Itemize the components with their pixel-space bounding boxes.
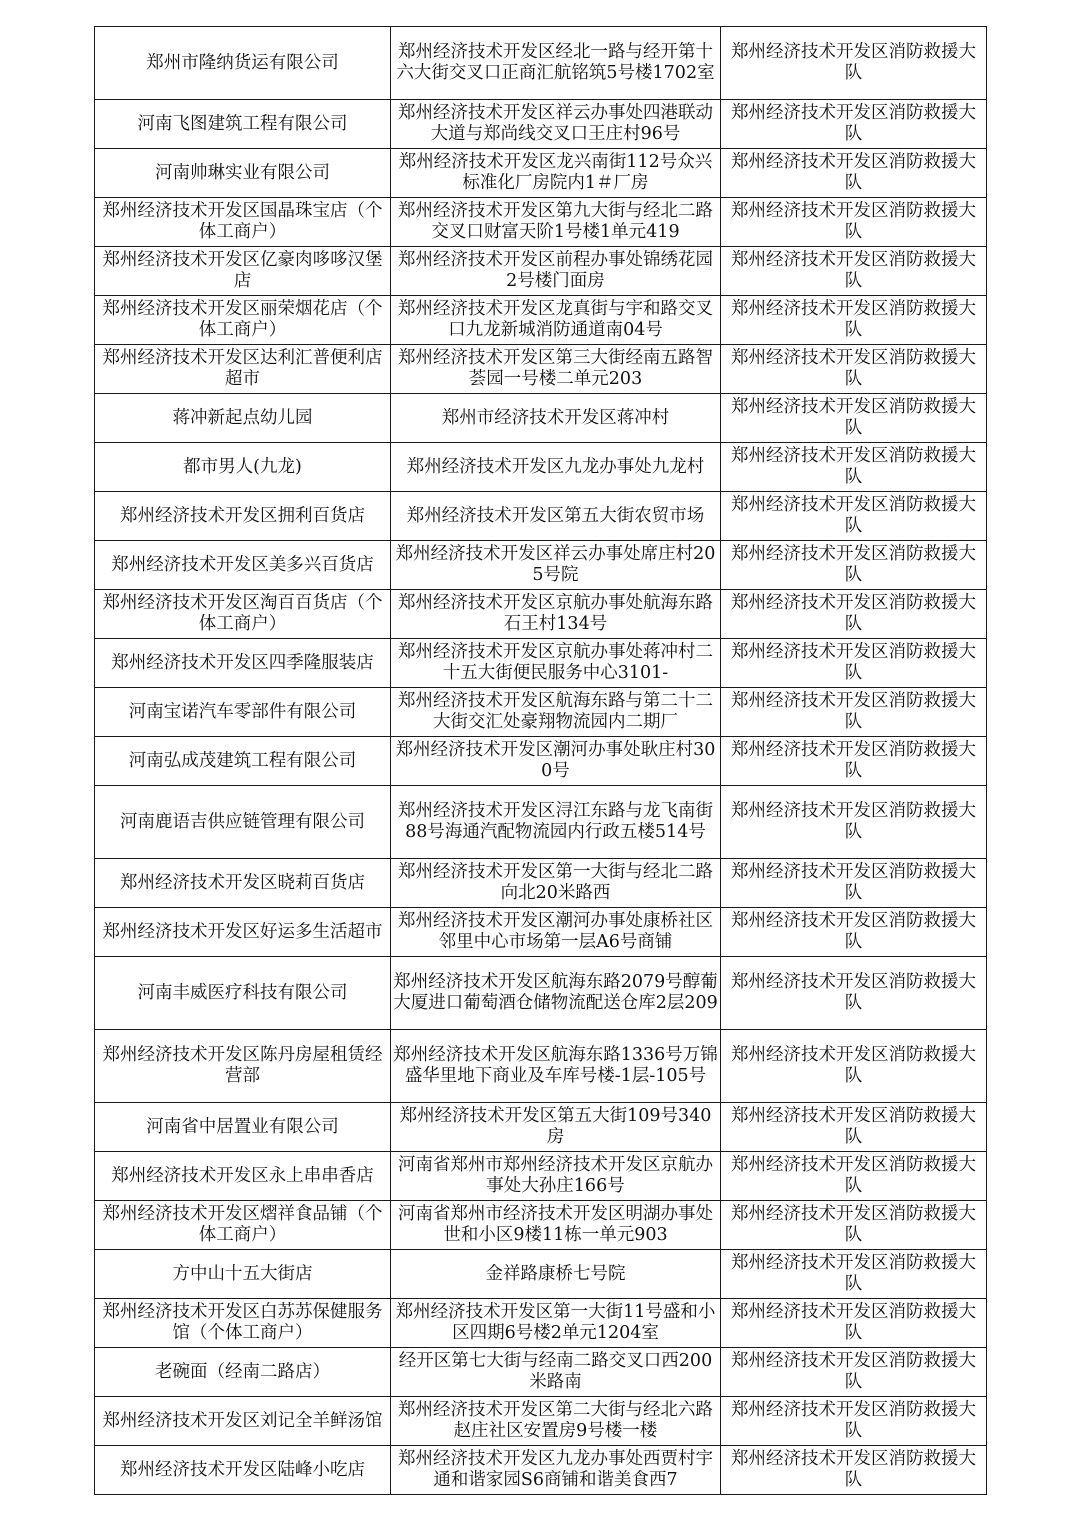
address-cell: 郑州经济技术开发区第五大街109号340房 bbox=[391, 1103, 721, 1152]
supervising-unit-cell: 郑州经济技术开发区消防救援大队 bbox=[721, 541, 987, 590]
table-row bbox=[95, 737, 987, 786]
table-row bbox=[95, 149, 987, 198]
supervising-unit-cell: 郑州经济技术开发区消防救援大队 bbox=[721, 27, 987, 100]
company-name-cell: 郑州经济技术开发区熠祥食品铺（个体工商户） bbox=[95, 1201, 391, 1250]
supervising-unit-cell: 郑州经济技术开发区消防救援大队 bbox=[721, 957, 987, 1030]
supervising-unit-cell: 郑州经济技术开发区消防救援大队 bbox=[721, 1348, 987, 1397]
company-name-cell: 郑州经济技术开发区刘记全羊鲜汤馆 bbox=[95, 1397, 391, 1446]
company-name-cell: 郑州经济技术开发区达利汇普便利店超市 bbox=[95, 345, 391, 394]
table-row bbox=[95, 198, 987, 247]
supervising-unit-cell: 郑州经济技术开发区消防救援大队 bbox=[721, 786, 987, 859]
company-name-cell: 郑州经济技术开发区永上串串香店 bbox=[95, 1152, 391, 1201]
address-cell: 郑州经济技术开发区航海东路1336号万锦盛华里地下商业及车库号楼-1层-105号 bbox=[391, 1030, 721, 1103]
table-row bbox=[95, 859, 987, 908]
company-name-cell: 郑州经济技术开发区丽荣烟花店（个体工商户） bbox=[95, 296, 391, 345]
supervising-unit-cell: 郑州经济技术开发区消防救援大队 bbox=[721, 859, 987, 908]
table-row bbox=[95, 345, 987, 394]
table-row bbox=[95, 443, 987, 492]
address-cell: 郑州经济技术开发区前程办事处锦绣花园2号楼门面房 bbox=[391, 247, 721, 296]
table-row bbox=[95, 957, 987, 1030]
table-row bbox=[95, 492, 987, 541]
table-row bbox=[95, 1201, 987, 1250]
company-name-cell: 河南宝诺汽车零部件有限公司 bbox=[95, 688, 391, 737]
supervising-unit-cell: 郑州经济技术开发区消防救援大队 bbox=[721, 639, 987, 688]
table-row bbox=[95, 100, 987, 149]
address-cell: 河南省郑州市经济技术开发区明湖办事处世和小区9楼11栋一单元903 bbox=[391, 1201, 721, 1250]
address-cell: 郑州经济技术开发区第五大街农贸市场 bbox=[391, 492, 721, 541]
supervising-unit-cell: 郑州经济技术开发区消防救援大队 bbox=[721, 247, 987, 296]
supervising-unit-cell: 郑州经济技术开发区消防救援大队 bbox=[721, 737, 987, 786]
supervising-unit-cell: 郑州经济技术开发区消防救援大队 bbox=[721, 908, 987, 957]
company-name-cell: 郑州经济技术开发区晓莉百货店 bbox=[95, 859, 391, 908]
supervising-unit-cell: 郑州经济技术开发区消防救援大队 bbox=[721, 443, 987, 492]
address-cell: 郑州经济技术开发区潮河办事处康桥社区邻里中心市场第一层A6号商铺 bbox=[391, 908, 721, 957]
supervising-unit-cell: 郑州经济技术开发区消防救援大队 bbox=[721, 492, 987, 541]
table-row bbox=[95, 247, 987, 296]
supervising-unit-cell: 郑州经济技术开发区消防救援大队 bbox=[721, 149, 987, 198]
address-cell: 郑州经济技术开发区京航办事处蒋冲村二十五大街便民服务中心3101- bbox=[391, 639, 721, 688]
supervising-unit-cell: 郑州经济技术开发区消防救援大队 bbox=[721, 1446, 987, 1495]
company-name-cell: 都市男人(九龙) bbox=[95, 443, 391, 492]
company-name-cell: 郑州经济技术开发区淘百百货店（个体工商户） bbox=[95, 590, 391, 639]
supervising-unit-cell: 郑州经济技术开发区消防救援大队 bbox=[721, 1103, 987, 1152]
table-row bbox=[95, 27, 987, 100]
address-cell: 郑州经济技术开发区九龙办事处九龙村 bbox=[391, 443, 721, 492]
table-row bbox=[95, 908, 987, 957]
address-cell: 郑州市经济技术开发区蒋冲村 bbox=[391, 394, 721, 443]
company-name-cell: 老碗面（经南二路店） bbox=[95, 1348, 391, 1397]
supervising-unit-cell: 郑州经济技术开发区消防救援大队 bbox=[721, 345, 987, 394]
address-cell: 经开区第七大街与经南二路交叉口西200米路南 bbox=[391, 1348, 721, 1397]
table-row bbox=[95, 394, 987, 443]
supervising-unit-cell: 郑州经济技术开发区消防救援大队 bbox=[721, 198, 987, 247]
address-cell: 郑州经济技术开发区浔江东路与龙飞南街88号海通汽配物流园内行政五楼514号 bbox=[391, 786, 721, 859]
address-cell: 郑州经济技术开发区航海东路与第二十二大街交汇处豪翔物流园内二期厂 bbox=[391, 688, 721, 737]
supervising-unit-cell: 郑州经济技术开发区消防救援大队 bbox=[721, 688, 987, 737]
table-row bbox=[95, 541, 987, 590]
table-row bbox=[95, 296, 987, 345]
address-cell: 郑州经济技术开发区祥云办事处四港联动大道与郑尚线交叉口王庄村96号 bbox=[391, 100, 721, 149]
document-sheet bbox=[94, 26, 986, 1495]
company-name-cell: 河南省中居置业有限公司 bbox=[95, 1103, 391, 1152]
table-row bbox=[95, 639, 987, 688]
table-row bbox=[95, 1030, 987, 1103]
table-row bbox=[95, 1250, 987, 1299]
supervising-unit-cell: 郑州经济技术开发区消防救援大队 bbox=[721, 296, 987, 345]
table-row bbox=[95, 786, 987, 859]
address-cell: 郑州经济技术开发区龙兴南街112号众兴标准化厂房院内1＃厂房 bbox=[391, 149, 721, 198]
table-row bbox=[95, 1348, 987, 1397]
table-row bbox=[95, 1397, 987, 1446]
address-cell: 河南省郑州市郑州经济技术开发区京航办事处大孙庄166号 bbox=[391, 1152, 721, 1201]
table-body bbox=[95, 27, 987, 1495]
company-name-cell: 河南鹿语吉供应链管理有限公司 bbox=[95, 786, 391, 859]
company-name-cell: 郑州经济技术开发区亿豪肉哆哆汉堡店 bbox=[95, 247, 391, 296]
company-name-cell: 郑州经济技术开发区陆峰小吃店 bbox=[95, 1446, 391, 1495]
supervising-unit-cell: 郑州经济技术开发区消防救援大队 bbox=[721, 1250, 987, 1299]
address-cell: 郑州经济技术开发区第一大街与经北二路向北20米路西 bbox=[391, 859, 721, 908]
address-cell: 郑州经济技术开发区经北一路与经开第十六大街交叉口正商汇航铭筑5号楼1702室 bbox=[391, 27, 721, 100]
company-name-cell: 郑州经济技术开发区国晶珠宝店（个体工商户） bbox=[95, 198, 391, 247]
company-name-cell: 河南飞图建筑工程有限公司 bbox=[95, 100, 391, 149]
table-row bbox=[95, 1152, 987, 1201]
address-cell: 郑州经济技术开发区龙真街与宇和路交叉口九龙新城消防通道南04号 bbox=[391, 296, 721, 345]
unit-roster-table bbox=[94, 26, 987, 1495]
company-name-cell: 河南丰威医疗科技有限公司 bbox=[95, 957, 391, 1030]
company-name-cell: 郑州经济技术开发区好运多生活超市 bbox=[95, 908, 391, 957]
supervising-unit-cell: 郑州经济技术开发区消防救援大队 bbox=[721, 1397, 987, 1446]
address-cell: 郑州经济技术开发区航海东路2079号醇葡大厦进口葡萄酒仓储物流配送仓库2层209 bbox=[391, 957, 721, 1030]
supervising-unit-cell: 郑州经济技术开发区消防救援大队 bbox=[721, 1201, 987, 1250]
table-row bbox=[95, 590, 987, 639]
supervising-unit-cell: 郑州经济技术开发区消防救援大队 bbox=[721, 1152, 987, 1201]
table-row bbox=[95, 1103, 987, 1152]
address-cell: 郑州经济技术开发区九龙办事处西贾村宇通和谐家园S6商铺和谐美食西7 bbox=[391, 1446, 721, 1495]
address-cell: 郑州经济技术开发区第九大街与经北二路交叉口财富天阶1号楼1单元419 bbox=[391, 198, 721, 247]
company-name-cell: 郑州经济技术开发区拥利百货店 bbox=[95, 492, 391, 541]
address-cell: 郑州经济技术开发区第二大街与经北六路赵庄社区安置房9号楼一楼 bbox=[391, 1397, 721, 1446]
supervising-unit-cell: 郑州经济技术开发区消防救援大队 bbox=[721, 100, 987, 149]
address-cell: 郑州经济技术开发区潮河办事处耿庄村300号 bbox=[391, 737, 721, 786]
table-row bbox=[95, 688, 987, 737]
company-name-cell: 河南帅琳实业有限公司 bbox=[95, 149, 391, 198]
company-name-cell: 郑州经济技术开发区白苏苏保健服务馆（个体工商户） bbox=[95, 1299, 391, 1348]
address-cell: 金祥路康桥七号院 bbox=[391, 1250, 721, 1299]
address-cell: 郑州经济技术开发区第一大街11号盛和小区四期6号楼2单元1204室 bbox=[391, 1299, 721, 1348]
company-name-cell: 郑州市隆纳货运有限公司 bbox=[95, 27, 391, 100]
company-name-cell: 蒋冲新起点幼儿园 bbox=[95, 394, 391, 443]
address-cell: 郑州经济技术开发区京航办事处航海东路石王村134号 bbox=[391, 590, 721, 639]
address-cell: 郑州经济技术开发区祥云办事处席庄村205号院 bbox=[391, 541, 721, 590]
company-name-cell: 郑州经济技术开发区美多兴百货店 bbox=[95, 541, 391, 590]
supervising-unit-cell: 郑州经济技术开发区消防救援大队 bbox=[721, 1030, 987, 1103]
company-name-cell: 河南弘成茂建筑工程有限公司 bbox=[95, 737, 391, 786]
table-row bbox=[95, 1299, 987, 1348]
supervising-unit-cell: 郑州经济技术开发区消防救援大队 bbox=[721, 1299, 987, 1348]
table-row bbox=[95, 1446, 987, 1495]
supervising-unit-cell: 郑州经济技术开发区消防救援大队 bbox=[721, 590, 987, 639]
company-name-cell: 郑州经济技术开发区陈丹房屋租赁经营部 bbox=[95, 1030, 391, 1103]
address-cell: 郑州经济技术开发区第三大街经南五路智荟园一号楼二单元203 bbox=[391, 345, 721, 394]
company-name-cell: 郑州经济技术开发区四季隆服装店 bbox=[95, 639, 391, 688]
company-name-cell: 方中山十五大街店 bbox=[95, 1250, 391, 1299]
supervising-unit-cell: 郑州经济技术开发区消防救援大队 bbox=[721, 394, 987, 443]
